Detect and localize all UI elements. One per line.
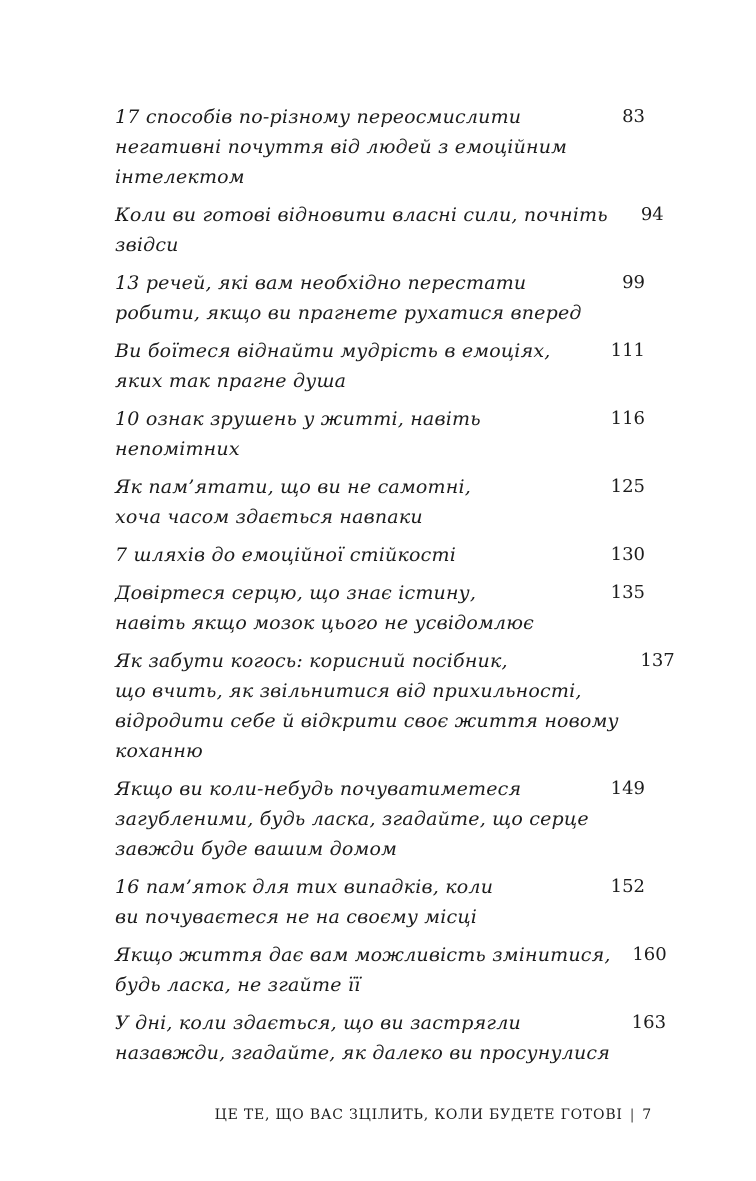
toc-entry-page: 160 — [632, 944, 667, 965]
footer-page-number: 7 — [642, 1107, 652, 1123]
toc-list — [115, 102, 675, 1076]
toc-entry — [115, 336, 645, 396]
toc-entry-title — [115, 872, 589, 932]
toc-entry — [115, 404, 645, 464]
toc-entry-line: 17 способів по-різному переосмислити — [115, 106, 522, 128]
toc-entry-title — [115, 472, 589, 532]
page-footer — [215, 1106, 652, 1124]
toc-entry-line: Як забути когось: корисний посібник, — [115, 650, 508, 672]
toc-entry-title — [115, 336, 589, 396]
toc-entry-line: 13 речей, які вам необхідно перестати — [115, 272, 527, 294]
toc-entry — [115, 872, 645, 932]
toc-entry-line: робити, якщо ви прагнете рухатися вперед — [115, 302, 582, 324]
toc-entry-line: загубленими, будь ласка, згадайте, що серце — [115, 808, 589, 830]
toc-entry-page: 83 — [622, 106, 645, 127]
toc-entry-title — [115, 1008, 610, 1068]
toc-entry-line: Коли ви готові відновити власні сили, почніть — [115, 204, 608, 226]
toc-entry — [115, 578, 645, 638]
footer-running-title: ЦЕ ТЕ, ЩО ВАС ЗЦІЛИТЬ, КОЛИ БУДЕТЕ ГОТОВІ — [214, 1107, 623, 1123]
toc-entry — [115, 646, 675, 766]
toc-entry-page: 125 — [610, 476, 645, 497]
toc-entry-line: інтелектом — [115, 166, 245, 188]
toc-entry-line: негативні почуття від людей з емоційним — [115, 136, 568, 158]
toc-entry-page: 163 — [631, 1012, 667, 1033]
toc-entry-line: відродити себе й відкрити своє життя новому — [115, 710, 619, 732]
toc-entry-line: назавжди, згадайте, як далеко ви просунулися — [115, 1042, 611, 1064]
toc-entry — [115, 774, 645, 864]
toc-entry — [115, 268, 645, 328]
toc-entry-line: 10 ознак зрушень у житті, навіть — [115, 408, 481, 430]
toc-entry-line: ви почуваєтеся не на своєму місці — [115, 906, 478, 928]
toc-entry-title — [115, 940, 611, 1000]
toc-entry-line: Якщо життя дає вам можливість змінитися, — [115, 944, 611, 966]
toc-entry-line: завжди буде вашим домом — [115, 838, 398, 860]
toc-entry-line: навіть якщо мозок цього не усвідомлює — [115, 612, 534, 634]
toc-entry-line: будь ласка, не згайте її — [115, 974, 361, 996]
toc-entry-line: яких так прагне душа — [115, 370, 347, 392]
toc-entry-page: 111 — [610, 340, 645, 361]
toc-entry-line: Ви боїтеся віднайти мудрість в емоціях, — [115, 340, 551, 362]
toc-entry-page: 152 — [610, 876, 645, 897]
toc-entry-line: непомітних — [115, 438, 240, 460]
toc-entry-line: Довіртеся серцю, що знає істину, — [115, 582, 477, 604]
toc-entry-line: що вчить, як звільнитися від прихильності, — [115, 680, 582, 702]
toc-entry — [115, 472, 645, 532]
toc-entry-line: 7 шляхів до емоційної стійкості — [115, 544, 456, 566]
toc-entry-page: 137 — [640, 650, 675, 671]
toc-entry-title — [115, 646, 619, 766]
toc-entry-page: 149 — [610, 778, 645, 799]
toc-entry — [115, 1008, 667, 1068]
toc-entry-title — [115, 268, 589, 328]
toc-entry-line: Якщо ви коли-небудь почуватиметеся — [115, 778, 522, 800]
toc-entry-title — [115, 774, 589, 864]
toc-entry-line: 16 пам’яток для тих випадків, коли — [115, 876, 494, 898]
toc-entry-page: 99 — [622, 272, 645, 293]
toc-entry-title — [115, 404, 589, 464]
toc-entry-title — [115, 102, 589, 192]
toc-entry-page: 130 — [610, 544, 645, 565]
toc-entry — [115, 940, 667, 1000]
toc-entry — [115, 540, 645, 570]
toc-entry-title — [115, 200, 608, 260]
toc-entry-page: 116 — [610, 408, 645, 429]
toc-entry-page: 94 — [640, 204, 664, 225]
toc-entry — [115, 200, 664, 260]
toc-entry — [115, 102, 645, 192]
toc-entry-line: Як пам’ятати, що ви не самотні, — [115, 476, 471, 498]
footer-separator: | — [629, 1107, 636, 1123]
toc-entry-title — [115, 540, 589, 570]
toc-entry-line: коханню — [115, 740, 203, 762]
toc-entry-line: хоча часом здається навпаки — [115, 506, 423, 528]
toc-entry-page: 135 — [610, 582, 645, 603]
toc-entry-title — [115, 578, 589, 638]
toc-entry-line: У дні, коли здається, що ви застрягли — [115, 1012, 521, 1034]
toc-entry-line: звідси — [115, 234, 179, 256]
